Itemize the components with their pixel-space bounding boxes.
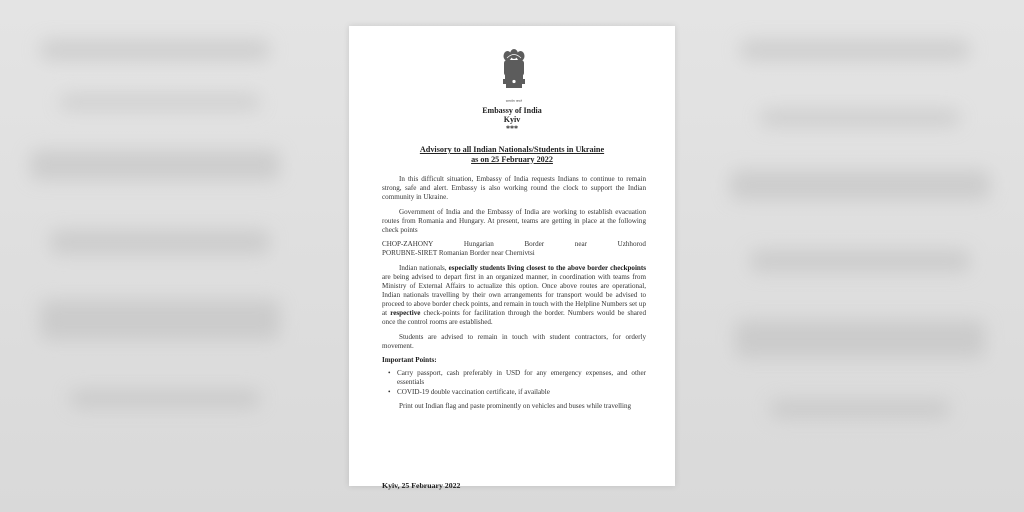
embassy-city: Kyiv (503, 115, 521, 124)
india-state-emblem-icon (499, 46, 529, 96)
paragraph-student-contractors: Students are advised to remain in touch with student contractors, for orderly movement. (382, 332, 646, 350)
bold-text-run: respective (390, 308, 421, 317)
paragraph-intro: In this difficult situation, Embassy of India requests Indians to continue to remain strong, safe and alert. Embassy is also working round the clock to support the Indian community in Ukraine. (382, 175, 646, 201)
embassy-header (349, 106, 675, 133)
emblem-motto: सत्यमेव जयते (505, 99, 523, 103)
signature-line: Kyiv, 25 February 2022 (382, 481, 461, 490)
list-item: • COVID-19 double vaccination certificate, if available (397, 388, 646, 397)
checkpoint-word: Uzhhorod (617, 240, 646, 249)
advisory-document (349, 26, 675, 490)
checkpoint-hungary (382, 240, 646, 249)
paragraph-students-advised (382, 264, 646, 326)
title-line-1: Advisory to all Indian Nationals/Students in Ukraine (419, 145, 605, 154)
checkpoint-romania: PORUBNE-SIRET Romanian Border near Chernivtsi (382, 249, 535, 258)
bold-text-run: especially students living closest to the above border checkpoints (448, 264, 646, 273)
checkpoint-word: Hungarian (463, 240, 494, 249)
important-points-list (382, 369, 646, 397)
advisory-title (349, 145, 675, 164)
checkpoint-word: Border (524, 240, 545, 249)
header-separator: *** (506, 124, 518, 133)
text-run: check-points for facilitation through the border. Numbers would be shared once the control rooms are established. (382, 308, 646, 326)
paragraph-evacuation-routes: Government of India and the Embassy of India are working to establish evacuation routes from Romania and Hungary. At present, teams are getting in place at the following check points (382, 207, 646, 234)
embassy-name: Embassy of India (482, 106, 542, 115)
list-item: • Carry passport, cash preferably in USD for any emergency expenses, and other essentials (397, 369, 646, 387)
important-points-label (382, 356, 646, 365)
checkpoint-word: near (574, 240, 587, 249)
text-run: are being advised to depart first in an organized manner, in coordination with teams from Ministry of External Affairs to actualize this option. Once above routes are operational, Indian nationals travelling by their own arrangements for transport would be advised to proceed to above border check points, and remain in touch with the Helpline Numbers set up at (382, 273, 646, 317)
advisory-body (382, 175, 646, 417)
paragraph-indian-flag: Print out Indian flag and paste prominently on vehicles and buses while travelling (399, 402, 632, 411)
checkpoint-name: CHOP-ZAHONY (382, 240, 434, 249)
important-points-heading: Important Points: (382, 356, 437, 365)
checkpoint-list (382, 240, 646, 258)
title-date: as on 25 February 2022 (471, 154, 553, 164)
text-run: Indian nationals, (399, 264, 449, 273)
